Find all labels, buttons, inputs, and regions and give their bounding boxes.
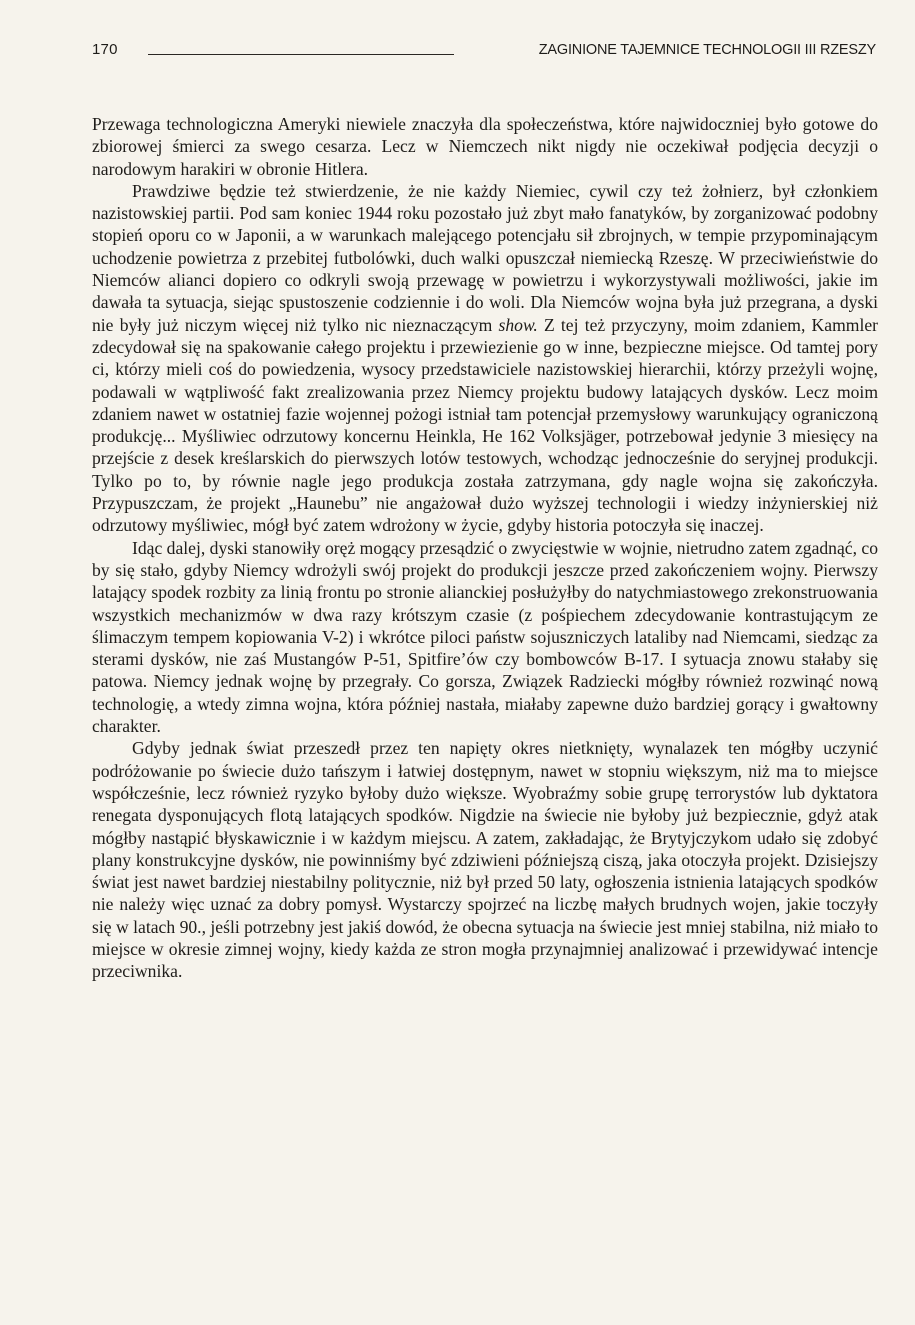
paragraph-4: Gdyby jednak świat przeszedł przez ten napięty okres nietknięty, wynalazek ten mógłby uczynić podróżowanie po świecie dużo tańszym i łatwiej dostępnym, nawet w stopniu większym, niż ma to miejsce współcześnie, lecz również ryzyko byłoby dużo większe. Wyobraźmy sobie grupę terrorystów lub dyktatora renegata dysponujących flotą latających spodków. Nigdzie na świecie nie byłoby już bezpiecznie, gdyż atak mógłby nastąpić błyskawicznie i w każdym miejscu. A zatem, zakładając, że Brytyjczykom udało się zdobyć plany konstrukcyjne dysków, nie powinniśmy być zdziwieni późniejszą ciszą, jaka otoczyła projekt. Dzisiejszy świat jest nawet bardziej niestabilny politycznie, niż był przed 50 laty, ogłoszenia istnienia latających spodków nie należy więc uznać za dobry pomysł. Wystarczy spojrzeć na liczbę małych brudnych wojen, jakie toczyły się w latach 90., jeśli potrzebny jest jakiś dowód, że obecna sytuacja na świecie jest mniej stabilna, niż miało to miejsce w okresie zimnej wojny, kiedy każda ze stron mogła przynajmniej analizować i przewidywać intencje przeciwnika. bbox=[92, 738, 878, 982]
paragraph-3: Idąc dalej, dyski stanowiły oręż mogący przesądzić o zwycięstwie w wojnie, nietrudno zatem zgadnąć, co by się stało, gdyby Niemcy wdrożyli swój projekt do produkcji jeszcze przed zakończeniem wojny. Pierwszy latający spodek rozbity za linią frontu po stronie alianckiej posłużyłby do natychmiastowego zrekonstruowania wszystkich mechanizmów w dwa razy krótszym czasie (z pośpiechem zdecydowanie kontrastującym ze ślimaczym tempem kopiowania V-2) i wkrótce piloci państw sojuszniczych lataliby nad Niemcami, siedząc za sterami dysków, nie zaś Mustangów P-51, Spitfire’ów czy bombowców B-17. I sytuacja znowu stałaby się patowa. Niemcy jednak wojnę by przegrały. Co gorsza, Związek Radziecki mógłby również rozwinąć nową technologię, a wtedy zimna wojna, która później nastała, miałaby zapewne dużo bardziej gorący i gwałtowny charakter. bbox=[92, 537, 878, 737]
body-text bbox=[92, 113, 878, 983]
paragraph-2 bbox=[92, 180, 878, 537]
running-title: ZAGINIONE TAJEMNICE TECHNOLOGII III RZESZY bbox=[538, 42, 876, 58]
paragraph-2-text-b: Z tej też przyczyny, moim zdaniem, Kammler zdecydował się na spakowanie całego projektu i przewiezienie go w inne, bezpieczne miejsce. Od tamtej pory ci, którzy mieli coś do powiedzenia, wysocy przedstawiciele nazistowskiej hierarchii, którzy przeżyli wojnę, podawali w wątpliwość fakt zrealizowania przez Niemcy projektu budowy latających dysków. Lecz moim zdaniem nawet w ostatniej fazie wojennej pożogi istniał tam potencjał przemysłowy warunkujący ograniczoną produkcję... Myśliwiec odrzutowy koncernu Heinkla, He 162 Volksjäger, potrzebował jedynie 3 miesięcy na przejście z desek kreślarskich do pierwszych lotów testowych, wchodząc jednocześnie do seryjnej produkcji. Tylko po to, by równie nagle jego produkcja została zatrzymana, gdy nagle wojna się zakończyła. Przypuszczam, że projekt „Haunebu” nie angażował dużo wyższej technologii i wiedzy inżynierskiej niż odrzutowy myśliwiec, mógł być zatem wdrożony w życie, gdyby historia potoczyła się inaczej. bbox=[92, 314, 878, 536]
running-header bbox=[92, 38, 876, 58]
paragraph-2-italic-word: show. bbox=[498, 314, 538, 335]
header-rule bbox=[148, 54, 454, 55]
paragraph-1: Przewaga technologiczna Ameryki niewiele znaczyła dla społeczeństwa, które najwidoczniej było gotowe do zbiorowej śmierci za swego cesarza. Lecz w Niemczech nikt nigdy nie oczekiwał podjęcia decyzji o narodowym harakiri w obronie Hitlera. bbox=[92, 114, 878, 179]
page-number: 170 bbox=[92, 41, 118, 58]
paragraph-2-text-a: Prawdziwe będzie też stwierdzenie, że nie każdy Niemiec, cywil czy też żołnierz, był członkiem nazistowskiej partii. Pod sam koniec 1944 roku pozostało już zbyt mało fanatyków, by zorganizować podobny stopień oporu co w Japonii, a w warunkach malejącego potencjału sił zbrojnych, w tempie przypominającym uchodzenie powietrza z przebitej futbolówki, duch walki opuszczał niemiecką Rzeszę. W przeciwieństwie do Niemców alianci dopiero co odkryli swoją przewagę w powietrzu i wykorzystywali możliwości, jakie im dawała ta sytuacja, siejąc spustoszenie codziennie i do woli. Dla Niemców wojna była już przegrana, a dyski nie były już niczym więcej niż tylko nic nieznaczącym bbox=[92, 180, 878, 335]
